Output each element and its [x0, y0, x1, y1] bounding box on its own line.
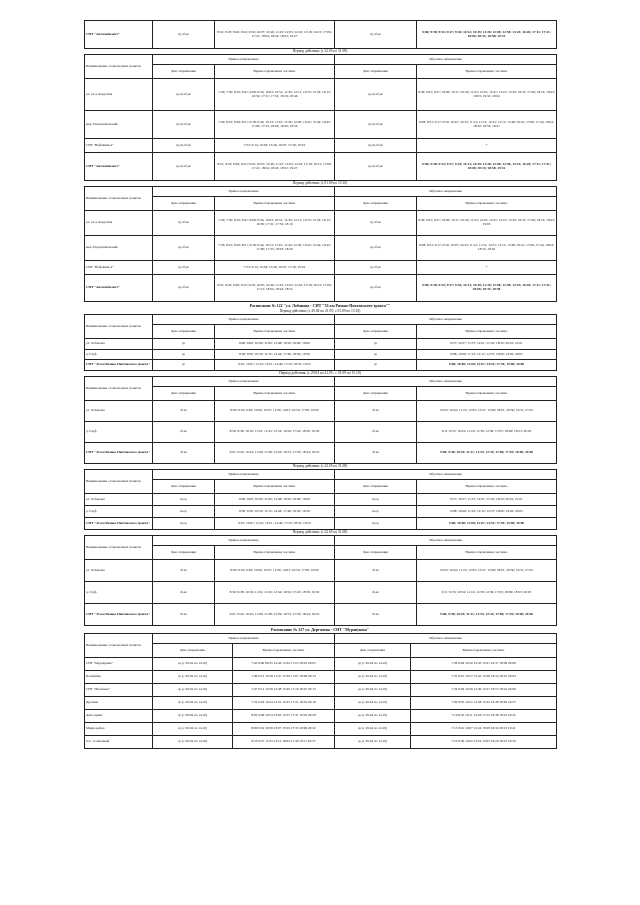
header-times-forward: Время отправления, час:мин. [215, 387, 335, 401]
header-stop-names: Наименование остановочных пунктов [85, 315, 153, 339]
header-times-forward: Время отправления, час:мин. [215, 65, 335, 79]
header-times-return: Время отправления, час:мин. [417, 325, 557, 339]
times-return: 9:06; 9:38; 9:54; 9:27; 9:44; 10:12; 10:49; 11:28; 12:08; 12:58; 13:23; 16:20; 17:11; 17:41; 18:08; 18:33; 18:58; 19:31 [417, 153, 557, 181]
times-forward: 7:30; 8:01; 8:26; 8:51; 9:18; 9:44; 10:13; 11:01; 11:40; 12:20; 14:42; 15:44; 16:43; 17:00; 17:33; 18:03; 18:29; 18:56 [215, 111, 335, 139]
days-forward: ср,пт,сб,вс [153, 139, 215, 153]
days-forward: вт,ср [153, 494, 215, 506]
header-days-return: Дни отправления [335, 546, 417, 560]
validity-period: Период действия: (с 01.09 по 15.10) [292, 181, 348, 185]
times-return: 7:35 9:01 10:27 12:43 15:28 16:54 18:25 20:04 [411, 671, 557, 684]
times-forward: 8:56; 9:38; 10:19; 11:01; 11:43; 12:34; 16:50; 17:43; 18:39; 19:50 [215, 582, 335, 604]
header-forward: Прямое направление [153, 315, 335, 325]
times-forward: 9:01; 9:43; 10:24; 11:06; 11:48; 12:29; 16:55; 17:50; 18:44; 19:55 [215, 604, 335, 626]
days-forward: ср,сб,вс [153, 261, 215, 275]
times-forward: 8:50; 9:50; 10:50; 11:35; 14:44; 17:46; 18:50; 19:50 [215, 506, 335, 518]
times-forward: 8:06 9:32 10:58 13:07 15:59 17:35 19:06 20:32 [233, 723, 335, 736]
header-days-forward: Дни отправления [153, 480, 215, 494]
days-forward: ср,сб,вс [153, 236, 215, 261]
days-forward: ср [153, 350, 215, 360]
days-forward: ср,сб,вс [153, 211, 215, 236]
times-return: 7:15 8:41 10:07 12:24 15:08 16:34 18:13 19:41 [411, 723, 557, 736]
header-days-forward: Дни отправления [153, 197, 215, 211]
header-times-return: Время отправления, час:мин. [417, 546, 557, 560]
header-stop-names: Наименование остановочных пунктов [85, 377, 153, 401]
days-forward: ср (с 29.04 по 14.10) [153, 684, 233, 697]
times-return: 7:36 9:04 10:30 12:43 15:21 16:37 18:38 20:08 [411, 658, 557, 671]
header-days-return: Дни отправления [335, 644, 411, 658]
table-row [85, 506, 557, 518]
table-row [85, 697, 557, 710]
table-row [85, 139, 557, 153]
times-forward: 8:00; 8:43; 9:29; 10:09; 10:47; 11:29; 14:01; 16:54; 17:50; 19:00 [215, 560, 335, 582]
times-forward: 8:56; 9:38; 10:19; 11:01; 11:43; 12:34; 16:50; 17:43; 18:39; 19:50 [215, 422, 335, 443]
stop-name: д. Гауф [85, 350, 153, 360]
times-return: 9:08; 10:08; 11:08; 12:07; 14:52; 17:55; 19:00; 20:00 [417, 360, 557, 371]
table-row [85, 658, 557, 671]
timetable-table [84, 54, 557, 181]
header-times-forward: Время отправления, час:мин. [233, 644, 335, 658]
days-return: вт,ср [335, 518, 417, 530]
header-stop-names: Наименование остановочных пунктов [85, 634, 153, 658]
times-forward: 9:01; 9:43; 10:24; 11:06; 11:48; 12:29; 16:55; 17:50; 18:44; 19:55 [215, 443, 335, 464]
timetable-table [84, 376, 557, 464]
days-forward: ср,пт,сб,вс [153, 79, 215, 111]
header-times-return: Время отправления, час:мин. [417, 197, 557, 211]
route-title: Расписание № 122 "ул. Лобанова - СНТ "33 км Рязано-Пихтовского тракта"" [249, 303, 391, 308]
days-return: ср,пт,сб,вс [335, 139, 417, 153]
timetable-table [84, 469, 557, 530]
days-return: ср (с 29.04 по 14.10) [335, 671, 411, 684]
times-forward: 7:53; 9:14; 10:36; 15:46; 16:07; 17:36; 19:19 [215, 261, 335, 275]
times-forward: 8:01; 8:23; 8:49; 9:22; 9:59; 10:07; 10:46; 11:25; 12:03; 12:43; 13:18; 16:15; 17:06; 17:21; 18:04; 18:24; 18:52 [215, 275, 335, 302]
table-row [85, 518, 557, 530]
table-row [85, 494, 557, 506]
days-return: ср,пт,сб,вс [335, 79, 417, 111]
table-row [85, 736, 557, 749]
stop-name: Автосервис [85, 710, 153, 723]
stop-name: Кладбище [85, 671, 153, 684]
stop-name: СНТ "33 км Рязано-Пихтовского тракта" [85, 360, 153, 371]
stop-name: СНТ "33 км Рязано-Пихтовского тракта" [85, 604, 153, 626]
days-forward: ср (с 29.04 по 14.10) [153, 723, 233, 736]
table-row [85, 339, 557, 350]
days-forward: ср [153, 360, 215, 371]
days-return: ср (с 29.04 по 14.10) [335, 684, 411, 697]
header-stop-names: Наименование остановочных пунктов [85, 187, 153, 211]
header-forward: Прямое направление [153, 470, 335, 480]
stop-name: д. Гауф [85, 506, 153, 518]
times-forward: 7:43 9:00 09:35 12:44 13:34 17:03 18:43 20:05 [233, 658, 335, 671]
header-days-forward: Дни отправления [153, 387, 215, 401]
days-return: вт,ср [335, 494, 417, 506]
days-return: сб,вс [335, 422, 417, 443]
stop-name: мкр. Порцелановский [85, 236, 153, 261]
header-times-return: Время отправления, час:мин. [417, 387, 557, 401]
days-return: ср,сб,вс [335, 211, 417, 236]
times-return: * [417, 139, 557, 153]
days-return: ср (с 29.04 по 14.10) [335, 658, 411, 671]
header-days-return: Дни отправления [335, 387, 417, 401]
days-forward: ср [153, 339, 215, 350]
header-days-return: Дни отправления [335, 65, 417, 79]
stop-name: СНТ "Автомобилист" [85, 21, 153, 49]
days-forward: сб,вс [153, 443, 215, 464]
table-row [85, 582, 557, 604]
table-row [85, 604, 557, 626]
times-forward: 7:53; 9:14; 10:36; 15:46; 16:07; 17:36; 19:19 [215, 139, 335, 153]
stop-name: Дрезина [85, 697, 153, 710]
header-days-forward: Дни отправления [153, 325, 215, 339]
days-forward: вт,ср [153, 506, 215, 518]
times-forward: 7:47 9:12 10:30 12:48 15:46 17:16 18:47 20:13 [233, 684, 335, 697]
header-times-return: Время отправления, час:мин. [411, 644, 557, 658]
table-row [85, 401, 557, 422]
stop-name: ул. Лобанова [85, 339, 153, 350]
header-times-forward: Время отправления, час:мин. [215, 480, 335, 494]
days-forward: ср,пт,сб,вс [153, 153, 215, 181]
table-row [85, 261, 557, 275]
header-forward: Прямое направление [153, 187, 335, 197]
days-return: ср [335, 350, 417, 360]
days-return: сб,вс [335, 560, 417, 582]
times-return: 8:39; 9:01; 9:27; 10:00; 10:17; 10:43; 11:22; 12:01; 12:41; 13:21; 15:59; 16:31; 17:40; 18:14; 18:43; 19:03 [417, 211, 557, 236]
header-return: Обратное направление [335, 315, 557, 325]
days-return: ср [335, 360, 417, 371]
timetable-table [84, 535, 557, 626]
stop-name: СНТ "Нефтяник-2" [85, 139, 153, 153]
days-forward: ср,пт,сб,вс [153, 111, 215, 139]
header-return: Обратное направление [335, 187, 557, 197]
route-title: Расписание № 127 ул. Дергачева - СНТ "Муравушка" [271, 627, 369, 632]
days-return: сб,вс [335, 582, 417, 604]
times-return: 7:34 9:04 10:26 12:49 15:27 16:53 18:24 20:06 [411, 684, 557, 697]
times-return: 9:06; 9:38; 9:54; 9:27; 9:44; 10:12; 10:49; 11:28; 12:08; 12:58; 13:23; 16:20; 17:11; 17:41; 18:08; 18:33; 18:58 [417, 275, 557, 302]
header-stop-names: Наименование остановочных пунктов [85, 470, 153, 494]
times-return: 10:03; 10:42; 11:23; 12:05; 12:47; 13:28; 18:01; 18:56; 19:51; 21:01 [417, 401, 557, 422]
table-row [85, 211, 557, 236]
table-row [85, 560, 557, 582]
header-forward: Прямое направление [153, 536, 335, 546]
header-times-return: Время отправления, час:мин. [417, 65, 557, 79]
days-return: ср,пт,сб,вс [335, 153, 417, 181]
times-return: 9:08; 10:08; 11:10; 12:12; 14:37; 18:00; 19:02; 20:05 [417, 350, 557, 360]
header-days-return: Дни отправления [335, 480, 417, 494]
header-stop-names: Наименование остановочных пунктов [85, 536, 153, 560]
days-forward: ср (с 29.04 по 14.10) [153, 736, 233, 749]
times-return: 7:10 8:36 10:02 12:19 15:03 16:29 18:10 19:36 [411, 736, 557, 749]
days-return: ср,сб,вс [335, 275, 417, 302]
times-forward: 7:20; 7:50; 8:16; 8:41; 9:08; 9:34; 10:03; 10:51; 11:30; 12:11; 14:53; 15:34; 16:13; 16:50; 17:31; 17:52; 18:19 [215, 211, 335, 236]
times-return: 9:11; 9:53; 10:34; 11:16; 11:58; 12:39; 17:05; 18:09; 18:53; 20:05 [417, 422, 557, 443]
times-return: 9:57; 10:57; 11:57; 12:01; 15:32; 18:50; 20:01; 21:01 [417, 339, 557, 350]
days-return: ср,пт,сб,вс [335, 111, 417, 139]
stop-name: СНТ "Автомобилист" [85, 275, 153, 302]
days-return: ср [335, 339, 417, 350]
times-forward: 7:49 9:12 10:28 12:47 15:39 17:07 18:48 20:13 [233, 671, 335, 684]
table-row [85, 21, 557, 49]
days-forward: ср (с 29.04 по 14.10) [153, 671, 233, 684]
validity-period: Период действия: (с 29.04 по 21.05 ; с 01.09 по 15.10) [279, 371, 361, 375]
validity-period: Период действия: (с 22.05 по 31.08) [292, 530, 348, 534]
days-forward: ср,сб,вс [153, 275, 215, 302]
days-return: ср,сб,вс [335, 236, 417, 261]
table-row [85, 710, 557, 723]
days-forward: вт,ср [153, 518, 215, 530]
days-forward: сб,вс [153, 560, 215, 582]
days-forward: сб,вс [153, 401, 215, 422]
stop-name: д. Гауф [85, 582, 153, 604]
validity-period: Период действия: (с 22.05 по 31.08) [292, 464, 348, 468]
times-return: 8:28; 8:51; 9:17; 9:50; 10:07; 10:33; 11:12; 11:51; 12:31; 13:11; 15:48; 16:21; 17:09; 17:24; 18:04; 18:32; 18:54 [417, 236, 557, 261]
header-return: Обратное направление [335, 377, 557, 387]
stop-name: ул. Лобанова [85, 401, 153, 422]
timetable-table [84, 633, 557, 749]
validity-period: Период действия: (с 22.05 по 31.08) [292, 49, 348, 53]
stop-name: ул. 21-я Амурская [85, 211, 153, 236]
days-forward: сб,вс [153, 582, 215, 604]
days-return: ср,сб,вс [335, 261, 417, 275]
times-return: 9:06; 9:48; 10:29; 11:11; 11:53; 12:34; 17:00; 17:55; 18:50; 20:00 [417, 443, 557, 464]
times-return: 9:11; 9:53; 10:34; 11:16; 11:58; 12:39; 17:05; 18:09; 18:53; 20:05 [417, 582, 557, 604]
stop-name: д. Гауф [85, 422, 153, 443]
times-return: 8:39; 9:01; 9:27; 10:00; 10:17; 10:43; 11:22; 12:01; 12:41; 13:21; 15:59; 16:31; 17:40; 18:14; 18:43; 19:03; 19:31; 20:04 [417, 79, 557, 111]
header-times-forward: Время отправления, час:мин. [215, 325, 335, 339]
times-return: 9:57; 10:57; 11:57; 12:01; 15:32; 18:50; 20:01; 21:01 [417, 494, 557, 506]
stop-name: мкр. Порцелановский [85, 111, 153, 139]
stop-name: СНТ "Муравушка" [85, 658, 153, 671]
stop-name: Микрорайон [85, 723, 153, 736]
days-return: сб,вс [335, 443, 417, 464]
stop-name: пос. Солнечный [85, 736, 153, 749]
times-forward: 8:01; 8:23; 8:49; 9:22; 9:59; 10:07; 10:46; 11:25; 12:03; 12:43; 13:18; 16:15; 17:06; 17:21; 18:04; 18:24; 18:52; 19:27 [215, 153, 335, 181]
timetable-page [84, 20, 556, 749]
stop-name: СНТ "Яблонька" [85, 684, 153, 697]
table-row [85, 422, 557, 443]
times-return: * [417, 261, 557, 275]
stop-name: СНТ "33 км Рязано-Пихтовского тракта" [85, 443, 153, 464]
header-times-return: Время отправления, час:мин. [417, 480, 557, 494]
table-row [85, 671, 557, 684]
times-forward: 9:01; 10:01; 11:01; 12:01; 14:49; 17:50; 18:55; 19:55 [215, 360, 335, 371]
times-forward: 8:01; 8:23; 8:49; 9:22; 9:59; 10:07; 10:46; 11:25; 12:03; 12:43; 13:18; 16:15; 17:06; 17:21; 18:04; 18:24; 18:52; 19:27 [215, 21, 335, 49]
header-days-forward: Дни отправления [153, 546, 215, 560]
days-return: сб,вс [335, 604, 417, 626]
header-stop-names: Наименование остановочных пунктов [85, 55, 153, 79]
days-forward: сб,вс [153, 422, 215, 443]
table-row [85, 723, 557, 736]
times-forward: 7:52 9:18 10:44 12:52 15:45 17:21 18:52 20:18 [233, 697, 335, 710]
times-forward: 8:50; 9:50; 10:50; 11:35; 14:44; 17:46; 18:50; 19:50 [215, 350, 335, 360]
days-return: сб,вс [335, 401, 417, 422]
days-return: ср,сб,вс [335, 21, 417, 49]
days-forward: ср,сб,вс [153, 21, 215, 49]
times-return: 7:30 8:55 10:21 12:38 15:22 16:48 18:20 19:55 [411, 697, 557, 710]
days-forward: сб,вс [153, 604, 215, 626]
days-return: вт,ср [335, 506, 417, 518]
times-return: 8:28; 8:51; 9:17; 9:50; 10:07; 10:33; 11:12; 11:51; 12:31; 13:11; 15:48; 16:21; 17:09; 17:24; 18:04; 18:32; 18:54; 19:21 [417, 111, 557, 139]
table-row [85, 350, 557, 360]
header-days-return: Дни отправления [335, 325, 417, 339]
times-forward: 8:10 9:37 11:03 13:12 16:04 17:40 19:11 20:37 [233, 736, 335, 749]
times-return: 9:08; 10:08; 11:10; 12:12; 14:37; 18:00; 19:02; 20:05 [417, 506, 557, 518]
header-return: Обратное направление [335, 634, 557, 644]
table-row [85, 684, 557, 697]
days-return: ср (с 29.04 по 14.10) [335, 736, 411, 749]
times-forward: 7:20; 7:50; 8:16; 8:41; 9:08; 9:34; 10:03; 10:51; 11:30; 12:11; 14:53; 15:34; 16:13; 16:50; 17:31; 17:52; 18:19; 18:46 [215, 79, 335, 111]
stop-name: ул. Лобанова [85, 494, 153, 506]
times-forward: 9:01; 10:01; 11:01; 12:01; 14:49; 17:50; 18:55; 19:55 [215, 518, 335, 530]
days-forward: ср (с 29.04 по 14.10) [153, 658, 233, 671]
header-return: Обратное направление [335, 536, 557, 546]
times-return: 9:06; 9:38; 9:54; 9:27; 9:44; 10:12; 10:49; 11:28; 12:08; 12:58; 13:23; 16:20; 17:11; 17:41; 18:08; 18:33; 18:58; 19:31 [417, 21, 557, 49]
header-days-forward: Дни отправления [153, 644, 233, 658]
days-return: ср (с 29.04 по 14.10) [335, 710, 411, 723]
times-return: 9:06; 9:48; 10:29; 11:11; 11:53; 12:34; 17:00; 17:55; 18:50; 20:00 [417, 604, 557, 626]
times-return: 7:19 8:45 10:11 12:26 15:12 16:38 18:10 19:45 [411, 710, 557, 723]
times-forward: 8:00; 8:43; 9:29; 10:09; 10:47; 11:29; 14:01; 16:54; 17:50; 19:00 [215, 401, 335, 422]
stop-name: ул. Лобанова [85, 560, 153, 582]
times-forward: 8:00; 9:00; 10:00; 11:00; 13:48; 16:50; 18:00; 19:00 [215, 339, 335, 350]
stop-name: СНТ "Нефтяник-2" [85, 261, 153, 275]
days-return: ср (с 29.04 по 14.10) [335, 723, 411, 736]
header-forward: Прямое направление [153, 377, 335, 387]
header-times-forward: Время отправления, час:мин. [215, 197, 335, 211]
table-row [85, 236, 557, 261]
times-return: 9:08; 10:08; 11:08; 12:07; 14:52; 17:55; 19:00; 20:00 [417, 518, 557, 530]
table-row [85, 443, 557, 464]
header-days-return: Дни отправления [335, 197, 417, 211]
days-forward: ср (с 29.04 по 14.10) [153, 710, 233, 723]
stop-name: СНТ "Автомобилист" [85, 153, 153, 181]
table-row [85, 153, 557, 181]
times-forward: 8:02 9:28 10:54 13:03 15:55 17:31 19:02 20:28 [233, 710, 335, 723]
timetable-table [84, 20, 557, 49]
table-row [85, 79, 557, 111]
validity-period: Период действия: (с 29.04 по 21.05; с 01.09 по 15.10) [279, 309, 361, 313]
table-row [85, 111, 557, 139]
header-times-forward: Время отправления, час:мин. [215, 546, 335, 560]
header-forward: Прямое направление [153, 55, 335, 65]
table-row [85, 360, 557, 371]
header-return: Обратное направление [335, 470, 557, 480]
header-return: Обратное направление [335, 55, 557, 65]
days-forward: ср (с 29.04 по 14.10) [153, 697, 233, 710]
stop-name: СНТ "33 км Рязано-Пихтовского тракта" [85, 518, 153, 530]
timetable-table [84, 186, 557, 302]
times-forward: 8:00; 9:00; 10:00; 11:00; 13:48; 16:50; 18:00; 19:00 [215, 494, 335, 506]
times-forward: 7:30; 8:01; 8:26; 8:51; 9:18; 9:44; 10:13; 11:01; 11:40; 12:20; 14:42; 15:44; 16:43; 17:00; 17:33; 18:03; 18:29 [215, 236, 335, 261]
header-forward: Прямое направление [153, 634, 335, 644]
days-return: ср (с 29.04 по 14.10) [335, 697, 411, 710]
times-return: 10:03; 10:42; 11:23; 12:05; 12:47; 13:28; 18:01; 18:56; 19:51; 21:01 [417, 560, 557, 582]
stop-name: ул. 21-я Амурская [85, 79, 153, 111]
timetable-table [84, 314, 557, 371]
table-row [85, 275, 557, 302]
header-days-forward: Дни отправления [153, 65, 215, 79]
